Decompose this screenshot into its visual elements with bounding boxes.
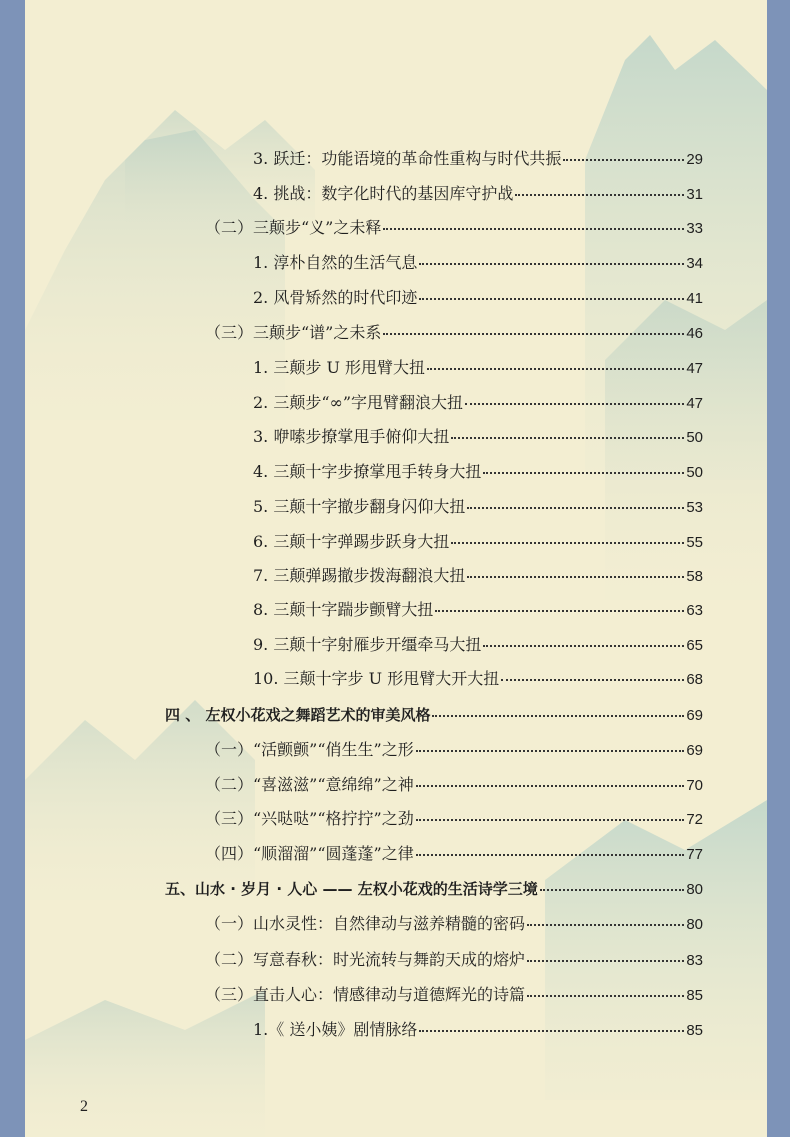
leader-dots bbox=[515, 194, 684, 196]
toc-entry-title: 5. 三颠十字撤步翻身闪仰大扭 bbox=[253, 497, 466, 516]
toc-entry[interactable] bbox=[205, 984, 703, 1007]
toc-entry[interactable] bbox=[253, 496, 703, 519]
toc-entry[interactable] bbox=[253, 531, 703, 554]
toc-entry-title: （二）写意春秋：时光流转与舞韵天成的熔炉 bbox=[205, 950, 526, 969]
toc-entry-page: 33 bbox=[686, 220, 703, 237]
toc-entry[interactable] bbox=[253, 426, 703, 449]
leader-dots bbox=[427, 368, 684, 370]
toc-entry-title: （二）三颠步“义”之未释 bbox=[205, 218, 382, 237]
toc-entry-title: 四 、 左权小花戏之舞蹈艺术的审美风格 bbox=[165, 706, 431, 724]
toc-entry-title: （三）三颠步“谱”之未系 bbox=[205, 323, 382, 342]
toc-entry-title: （三）“兴哒哒”“格拧拧”之劲 bbox=[205, 809, 414, 828]
toc-entry-page: 58 bbox=[686, 568, 703, 585]
toc-entry-page: 55 bbox=[686, 534, 703, 551]
toc-entry-title: 五、山水 · 岁月 · 人心 —— 左权小花戏的生活诗学三境 bbox=[165, 880, 538, 898]
leader-dots bbox=[451, 437, 684, 439]
toc-entry-page: 77 bbox=[686, 846, 703, 863]
leader-dots bbox=[419, 298, 684, 300]
toc-entry-page: 65 bbox=[686, 637, 703, 654]
leader-dots bbox=[451, 542, 684, 544]
toc-entry-title: 7. 三颠弹踢撤步拨海翻浪大扭 bbox=[253, 566, 466, 585]
leader-dots bbox=[419, 1030, 684, 1032]
toc-entry[interactable] bbox=[205, 808, 703, 831]
leader-dots bbox=[432, 715, 684, 717]
toc-entry[interactable] bbox=[253, 599, 703, 622]
toc-entry[interactable] bbox=[253, 565, 703, 588]
toc-entry[interactable] bbox=[253, 252, 703, 275]
leader-dots bbox=[483, 472, 684, 474]
toc-entry[interactable] bbox=[253, 1019, 703, 1042]
toc-entry-title: 4. 三颠十字步撩掌甩手转身大扭 bbox=[253, 462, 482, 481]
toc-entry-title: 6. 三颠十字弹踢步跃身大扭 bbox=[253, 532, 450, 551]
toc-entry-page: 69 bbox=[686, 742, 703, 759]
toc-entry[interactable] bbox=[205, 739, 703, 762]
toc-entry-title: （一）“活颤颤”“俏生生”之形 bbox=[205, 740, 414, 759]
leader-dots bbox=[416, 854, 685, 856]
toc-entry-page: 31 bbox=[686, 186, 703, 203]
toc-entry-page: 69 bbox=[686, 707, 703, 724]
toc-entry[interactable] bbox=[253, 634, 703, 657]
toc-entry[interactable] bbox=[253, 392, 703, 415]
toc-entry[interactable] bbox=[165, 878, 703, 901]
toc-entry-page: 80 bbox=[686, 916, 703, 933]
toc-entry-title: 2. 风骨矫然的时代印迹 bbox=[253, 288, 418, 307]
toc-entry[interactable] bbox=[205, 217, 703, 240]
toc-entry-title: 2. 三颠步“∞”字甩臂翻浪大扭 bbox=[253, 393, 464, 412]
toc-entry-page: 53 bbox=[686, 499, 703, 516]
toc-entry[interactable] bbox=[165, 704, 703, 727]
leader-dots bbox=[527, 995, 684, 997]
toc-entry-title: （一）山水灵性：自然律动与滋养精髓的密码 bbox=[205, 914, 526, 933]
toc-entry[interactable] bbox=[253, 461, 703, 484]
book-page bbox=[25, 0, 767, 1137]
toc-entry-title: 1. 淳朴自然的生活气息 bbox=[253, 253, 418, 272]
toc-entry-page: 63 bbox=[686, 602, 703, 619]
toc-entry-page: 34 bbox=[686, 255, 703, 272]
toc-entry-title: 9. 三颠十字射雁步开缰牵马大扭 bbox=[253, 635, 482, 654]
leader-dots bbox=[383, 228, 684, 230]
leader-dots bbox=[467, 576, 684, 578]
toc-entry-page: 50 bbox=[686, 429, 703, 446]
toc-entry[interactable] bbox=[205, 913, 703, 936]
toc-entry[interactable] bbox=[205, 322, 703, 345]
toc-entry-title: （二）“喜滋滋”“意绵绵”之神 bbox=[205, 775, 414, 794]
toc-entry[interactable] bbox=[253, 183, 703, 206]
toc-entry-title: 1. 三颠步 U 形甩臂大扭 bbox=[253, 358, 426, 377]
toc-entry[interactable] bbox=[253, 148, 703, 171]
toc-entry-page: 41 bbox=[686, 290, 703, 307]
toc-entry[interactable] bbox=[253, 357, 703, 380]
leader-dots bbox=[383, 333, 684, 335]
toc-entry-title: 1.《 送小姨》剧情脉络 bbox=[253, 1020, 418, 1039]
leader-dots bbox=[416, 750, 685, 752]
toc-entry[interactable] bbox=[205, 843, 703, 866]
toc-entry[interactable] bbox=[253, 287, 703, 310]
toc-entry-page: 85 bbox=[686, 1022, 703, 1039]
toc-entry-page: 85 bbox=[686, 987, 703, 1004]
page-number: 2 bbox=[80, 1098, 88, 1115]
toc-entry[interactable] bbox=[253, 668, 703, 691]
toc-entry-page: 47 bbox=[686, 395, 703, 412]
toc-entry-page: 47 bbox=[686, 360, 703, 377]
toc-entry-title: 3. 跃迁：功能语境的革命性重构与时代共振 bbox=[253, 149, 562, 168]
toc-entry-page: 50 bbox=[686, 464, 703, 481]
table-of-contents bbox=[25, 0, 767, 1137]
leader-dots bbox=[467, 507, 684, 509]
leader-dots bbox=[527, 924, 684, 926]
toc-entry-title: 4. 挑战：数字化时代的基因库守护战 bbox=[253, 184, 514, 203]
toc-entry-page: 72 bbox=[686, 811, 703, 828]
toc-entry-page: 46 bbox=[686, 325, 703, 342]
toc-entry[interactable] bbox=[205, 774, 703, 797]
toc-entry-title: （三）直击人心：情感律动与道德辉光的诗篇 bbox=[205, 985, 526, 1004]
leader-dots bbox=[501, 679, 684, 681]
toc-entry-page: 29 bbox=[686, 151, 703, 168]
toc-entry-title: 10. 三颠十字步 U 形甩臂大开大扭 bbox=[253, 669, 500, 688]
leader-dots bbox=[419, 263, 684, 265]
leader-dots bbox=[527, 960, 684, 962]
leader-dots bbox=[540, 889, 685, 891]
toc-entry-page: 80 bbox=[686, 881, 703, 898]
leader-dots bbox=[465, 403, 684, 405]
leader-dots bbox=[416, 785, 685, 787]
leader-dots bbox=[483, 645, 684, 647]
leader-dots bbox=[563, 159, 684, 161]
toc-entry-page: 68 bbox=[686, 671, 703, 688]
toc-entry[interactable] bbox=[205, 949, 703, 972]
toc-entry-title: （四）“顺溜溜”“圆蓬蓬”之律 bbox=[205, 844, 414, 863]
leader-dots bbox=[416, 819, 685, 821]
toc-entry-page: 70 bbox=[686, 777, 703, 794]
toc-entry-title: 8. 三颠十字踹步颤臂大扭 bbox=[253, 600, 434, 619]
toc-entry-title: 3. 咿嗦步撩掌甩手俯仰大扭 bbox=[253, 427, 450, 446]
toc-entry-page: 83 bbox=[686, 952, 703, 969]
leader-dots bbox=[435, 610, 684, 612]
